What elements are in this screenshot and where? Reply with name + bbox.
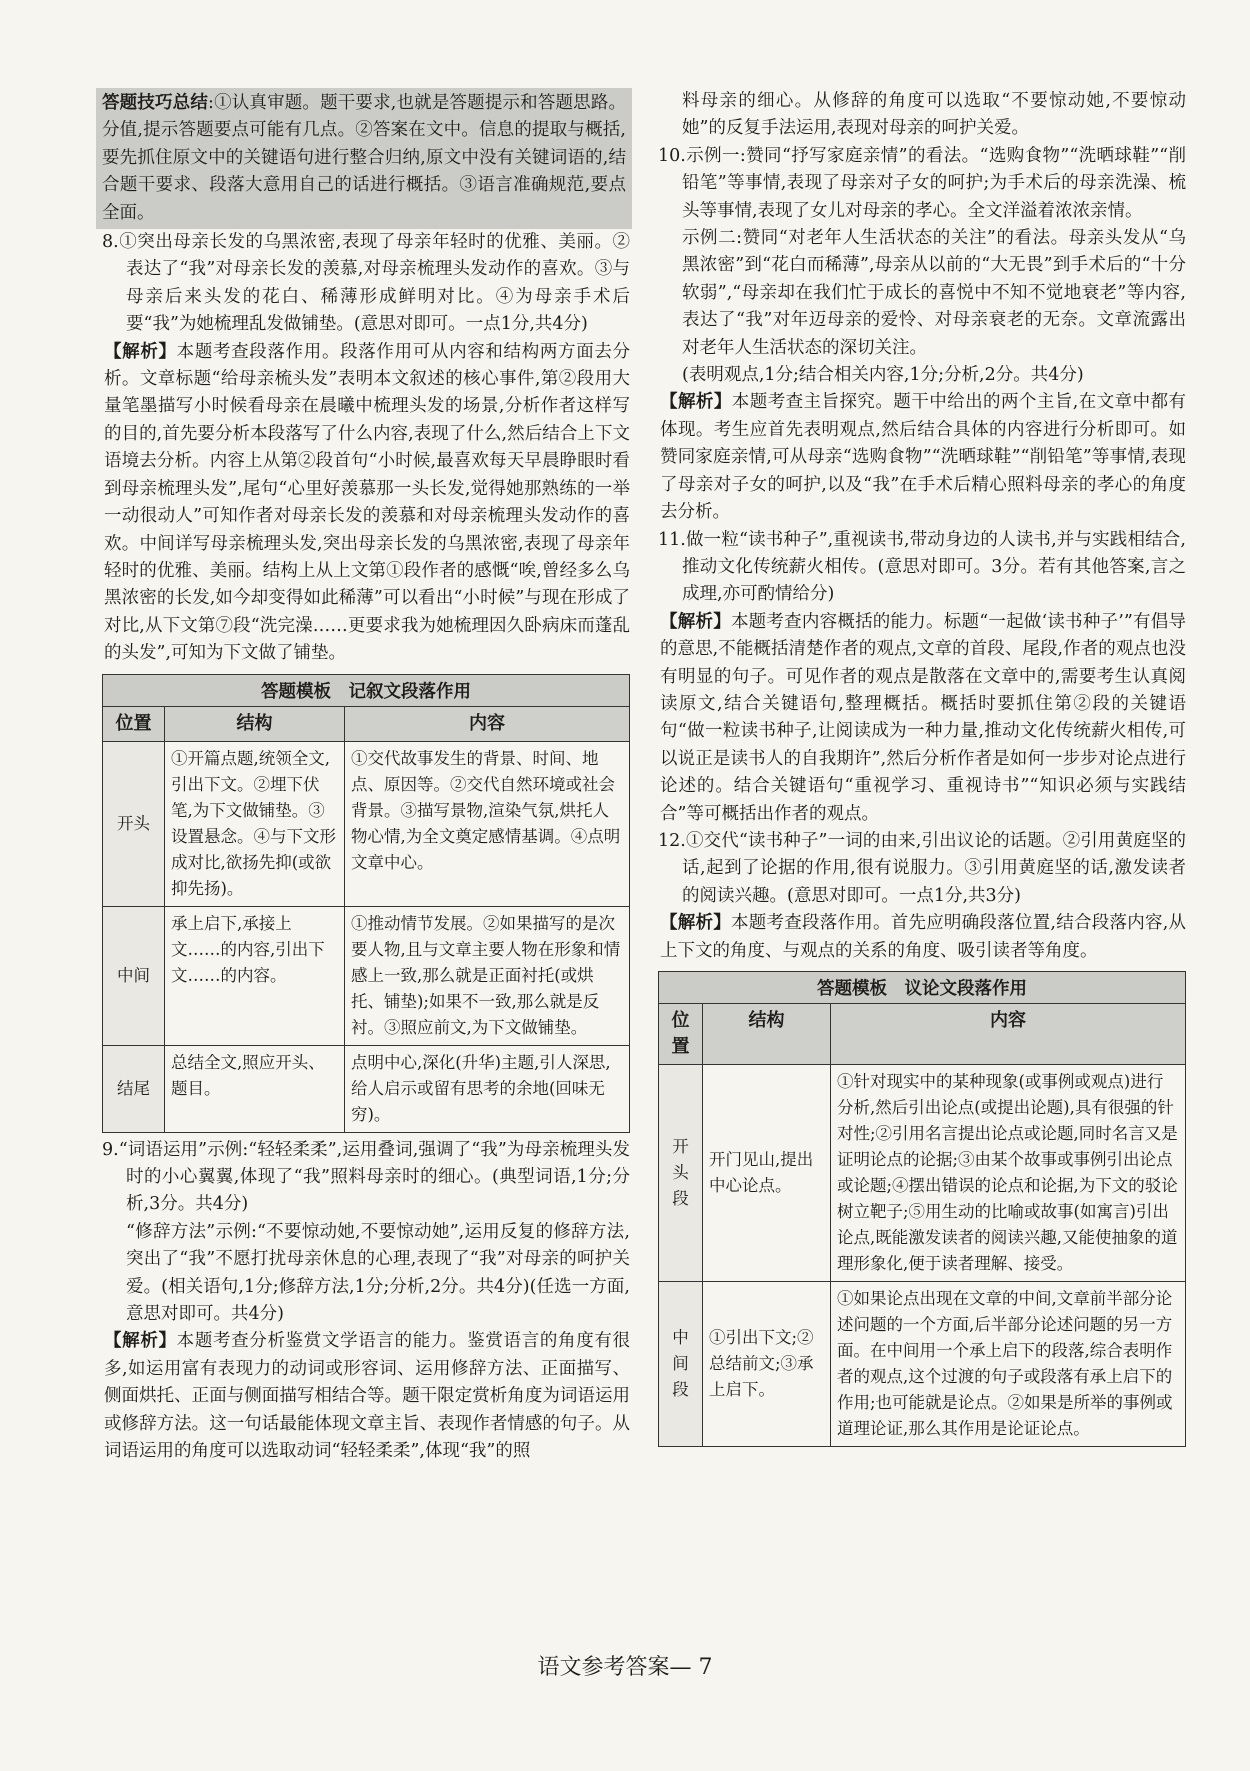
cell-content: ①如果论点出现在文章的中间,文章前半部分论述问题的一个方面,后半部分论述问题的另一方面。在中间用一个承上启下的段落,综合表明作者的观点,这个过渡的句子或段落有承上启下的作用;也可能就是论点。②如果是所举的事例或道理论证,那么其作用是论证论点。 [831, 1282, 1186, 1447]
tips-label: 答题技巧总结 [102, 93, 209, 113]
answer-10-example-1: 10.示例一:赞同“抒写家庭亲情”的看法。“选购食物”“洗晒球鞋”“削铅笔”等事情,表现了母亲对子女的呵护;为手术后的母亲洗澡、梳头等事情,表现了女儿对母亲的孝心。全文洋溢着浓浓亲情。 [658, 145, 1186, 221]
table-header-row [659, 1004, 1186, 1065]
answer-9-words: 9.“词语运用”示例:“轻轻柔柔”,运用叠词,强调了“我”为母亲梳理头发时的小心翼翼,体现了“我”照料母亲时的细心。(典型词语,1分;分析,3分。共4分) [102, 1139, 630, 1215]
cell-structure: 承上启下,承接上文……的内容,引出下文……的内容。 [165, 906, 345, 1045]
cell-structure: ①开篇点题,统领全文,引出下文。②埋下伏笔,为下文做铺垫。③设置悬念。④与下文形成对比,欲扬先抑(或欲抑先扬)。 [165, 741, 345, 906]
header-content: 内容 [345, 706, 630, 741]
analysis-text: 本题考查段落作用。首先应明确段落位置,结合段落内容,从上下文的角度、与观点的关系的角度、吸引读者等角度。 [660, 913, 1186, 961]
left-column [102, 88, 630, 1465]
cell-position: 结尾 [103, 1045, 165, 1132]
answer-10-example-2: 示例二:赞同“对老年人生活状态的关注”的看法。母亲头发从“乌黑浓密”到“花白而稀薄”,母亲从以前的“大无畏”到手术后的“十分软弱”,“母亲却在我们忙于成长的喜悦中不知不觉地衰老”等内容,表达了“我”对年迈母亲的爱怜、对母亲衰老的无奈。文章流露出对老年人生活状态的深切关注。 [682, 228, 1186, 358]
header-position: 位置 [659, 1004, 703, 1065]
cell-structure: ①引出下文;②总结前文;③承上启下。 [703, 1282, 831, 1447]
answer-12: 12.①交代“读书种子”一词的由来,引出议论的话题。②引用黄庭坚的话,起到了论据的作用,很有说服力。③引用黄庭坚的话,激发读者的阅读兴趣。(意思对即可。一点1分,共3分) [658, 830, 1186, 906]
right-column [658, 88, 1186, 1447]
analysis-9 [102, 1328, 630, 1465]
cell-content: ①交代故事发生的背景、时间、地点、原因等。②交代自然环境或社会背景。③描写景物,渲染气氛,烘托人物心情,为全文奠定感情基调。④点明文章中心。 [345, 741, 630, 906]
table-row [659, 1065, 1186, 1282]
analysis-label: 【解析】 [660, 913, 731, 934]
table [658, 1003, 1186, 1447]
table-row [103, 741, 630, 906]
argumentative-template-table [658, 971, 1186, 1447]
cell-content: ①针对现实中的某种现象(或事例或观点)进行分析,然后引出论点(或提出论题),具有很强的针对性;②引用名言提出论点或论题,同时名言又是证明论点的论据;③由某个故事或事例引出论点或论题;④摆出错误的论点和论据,为下文的驳论树立靶子;⑤用生动的比喻或故事(如寓言)引出论点,既能激发读者的阅读兴趣,又能使抽象的道理形象化,便于读者理解、接受。 [831, 1065, 1186, 1282]
analysis-10 [658, 389, 1186, 526]
cell-structure: 开门见山,提出中心论点。 [703, 1065, 831, 1282]
cell-position: 开头段 [659, 1065, 703, 1282]
table-row [659, 1282, 1186, 1447]
analysis-text: 本题考查主旨探究。题干中给出的两个主旨,在文章中都有体现。考生应首先表明观点,然后结合具体的内容进行分析即可。如赞同家庭亲情,可从母亲“选购食物”“洗晒球鞋”“削铅笔”等事情,表现了母亲对子女的呵护,以及“我”在手术后精心照料母亲的孝心的角度去分析。 [660, 392, 1187, 523]
page-footer: 语文参考答案— 7 [537, 1655, 713, 1680]
header-position: 位置 [103, 706, 165, 741]
answer-11: 11.做一粒“读书种子”,重视读书,带动身边的人读书,并与实践相结合,推动文化传统薪火相传。(意思对即可。3分。若有其他答案,言之成理,亦可酌情给分) [658, 529, 1186, 605]
table-row [103, 1045, 630, 1132]
analysis-label: 【解析】 [104, 1331, 177, 1352]
cell-position: 开头 [103, 741, 165, 906]
table-row [103, 906, 630, 1045]
analysis-text: 本题考查内容概括的能力。标题“一起做‘读书种子’”有倡导的意思,不能概括清楚作者的观点,文章的首段、尾段,作者的观点也没有明显的句子。可见作者的观点是散落在文章中的,需要考生认真阅读原文,结合关键语句,整理概括。概括时要抓住第②段的关键语句“做一粒读书种子,让阅读成为一种力量,推动文化传统薪火相传,可以说正是读书人的自我期许”,然后分析作者是如何一步步对论点进行论述的。结合关键语句“重视学习、重视诗书”“知识必须与实践结合”等可概括出作者的观点。 [660, 611, 1186, 824]
analysis-text: 本题考查段落作用。段落作用可从内容和结构两方面去分析。文章标题“给母亲梳头发”表明本文叙述的核心事件,第②段用大量笔墨描写小时候看母亲在晨曦中梳理头发的场景,分析作者这样写的目的,首先要分析本段落写了什么内容,表现了什么,然后结合上下文语境去分析。内容上从第②段首句“小时候,最喜欢每天早晨睁眼时看到母亲梳理头发”,尾句“心里好羡慕那一头长发,觉得她那熟练的一举一动很动人”可知作者对母亲长发的羡慕和对母亲梳理头发动作的喜欢。中间详写母亲梳理头发,突出母亲长发的乌黑浓密,表现了母亲年轻时的优雅、美丽。结构上从上文第①段作者的感慨“唉,曾经多么乌黑浓密的长发,如今却变得如此稀薄”可以看出“小时候”与现在形成了对比,从下文第⑦段“洗完澡……更要求我为她梳理因久卧病床而蓬乱的头发”,可知为下文做了铺垫。 [104, 341, 631, 664]
header-structure: 结构 [703, 1004, 831, 1065]
answer-8: 8.①突出母亲长发的乌黑浓密,表现了母亲年轻时的优雅、美丽。②表达了“我”对母亲长发的羡慕,对母亲梳理头发动作的喜欢。③与母亲后来头发的花白、稀薄形成鲜明对比。④为母亲手术后要“我”为她梳理乱发做铺垫。(意思对即可。一点1分,共4分) [102, 232, 630, 335]
analysis-label: 【解析】 [660, 392, 732, 413]
narrative-template-table [102, 674, 630, 1133]
cell-position: 中间 [103, 906, 165, 1045]
header-content: 内容 [831, 1004, 1186, 1065]
answer-9-continued: 料母亲的细心。从修辞的角度可以选取“不要惊动她,不要惊动她”的反复手法运用,表现对母亲的呵护关爱。 [682, 91, 1186, 139]
analysis-12 [658, 910, 1186, 965]
cell-structure: 总结全文,照应开头、题目。 [165, 1045, 345, 1132]
analysis-11 [658, 609, 1186, 828]
table-title: 答题模板 记叙文段落作用 [102, 674, 630, 706]
analysis-label: 【解析】 [660, 611, 731, 632]
table-title: 答题模板 议论文段落作用 [658, 971, 1186, 1003]
answer-9-rhetoric: “修辞方法”示例:“不要惊动她,不要惊动她”,运用反复的修辞方法,突出了“我”不愿打扰母亲休息的心理,表现了“我”对母亲的呵护关爱。(相关语句,1分;修辞方法,1分;分析,2分。共4分)(任选一方面,意思对即可。共4分) [126, 1221, 630, 1324]
cell-position: 中间段 [659, 1282, 703, 1447]
header-structure: 结构 [165, 706, 345, 741]
tips-box [96, 88, 632, 229]
analysis-8 [102, 339, 630, 668]
analysis-label: 【解析】 [104, 341, 177, 362]
cell-content: ①推动情节发展。②如果描写的是次要人物,且与文章主要人物在形象和情感上一致,那么就是正面衬托(或烘托、铺垫);如果不一致,那么就是反衬。③照应前文,为下文做铺垫。 [345, 906, 630, 1045]
table [102, 706, 630, 1133]
analysis-text: 本题考查分析鉴赏文学语言的能力。鉴赏语言的角度有很多,如运用富有表现力的动词或形容词、运用修辞方法、正面描写、侧面烘托、正面与侧面描写相结合等。题干限定赏析角度为词语运用或修辞方法。这一句话最能体现文章主旨、表现作者情感的句子。从词语运用的角度可以选取动词“轻轻柔柔”,体现“我”的照 [104, 1331, 631, 1461]
tips-text: :①认真审题。题干要求,也就是答题提示和答题思路。分值,提示答题要点可能有几点。②答案在文中。信息的提取与概括,要先抓住原文中的关键语句进行整合归纳,原文中没有关键词语的,结合题干要求、段落大意用自己的话进行概括。③语言准确规范,要点全面。 [102, 93, 626, 223]
table-header-row [103, 706, 630, 741]
cell-content: 点明中心,深化(升华)主题,引人深思,给人启示或留有思考的余地(回味无穷)。 [345, 1045, 630, 1132]
answer-10-scoring: (表明观点,1分;结合相关内容,1分;分析,2分。共4分) [682, 365, 1084, 386]
